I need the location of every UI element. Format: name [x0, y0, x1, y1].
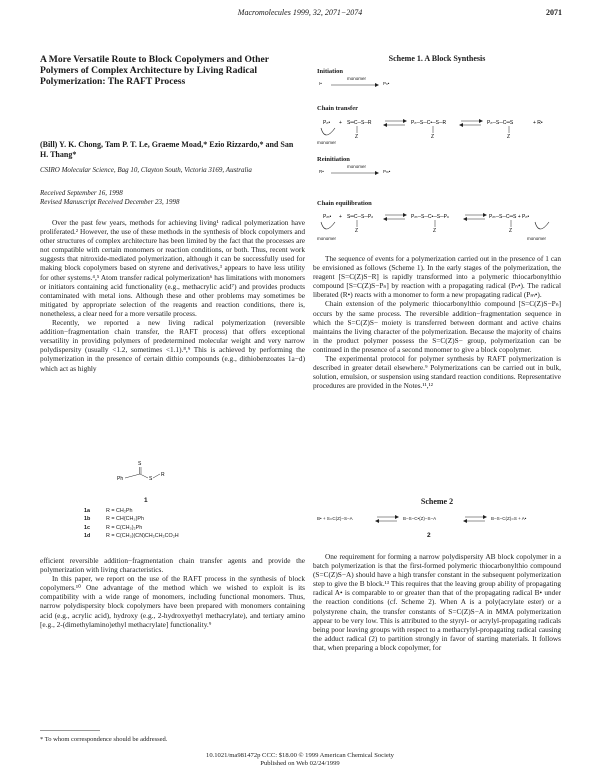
scheme2-left: B• + S=C(Z)−S−A: [317, 516, 353, 521]
paragraph: efficient reversible addition−fragmentation chain transfer agents and provide the polymerization with living characteristics.: [40, 556, 305, 575]
equilibration-monomer-right: monomer: [527, 236, 547, 241]
init-monomer-label: monomer: [347, 76, 367, 81]
doi-copyright: 10.1021/ma981472p CCC: $18.00 © 1999 American Chemical Society: [206, 752, 394, 759]
reinitiation-arrow-icon: [317, 164, 437, 180]
init-initiator: I•: [319, 81, 322, 86]
svg-text:S═C─S─Pₙ: S═C─S─Pₙ: [347, 214, 374, 220]
svg-text:Z: Z: [433, 228, 437, 234]
article-title: A More Versatile Route to Block Copolymers and Other Polymers of Complex Architecture by Living Radical Polymerization: The RAFT Process: [40, 54, 269, 87]
paragraph: One requirement for forming a narrow polydispersity AB block copolymer in a batch polymerization is that the first-formed polymeric thiocarbonylthio compound (S=C(Z)S−A) should have a high transfer constant in the subsequent polymerization step to give the B block.¹³ This requires that the leaving group ability of propagating radical A• is comparable to or greater than that of the propagating radical B• under the reaction conditions (cf. Scheme 2). When A is a poly(acrylate ester) or a polystyrene chain, the transfer constants of S=C(Z)S−A in MMA polymerization appear to be very low. This is attributed to the styryl- or acrylyl-propagating radicals being poor leaving groups with respect to a methacrylyl-propagating radical causing the adduct radical (2) to partition strongly in favor of starting materials. It follows that, when preparing a block copolymer, for: [313, 552, 561, 652]
svg-text:Z: Z: [431, 134, 435, 140]
svg-text:Z: Z: [355, 228, 359, 234]
svg-text:Pₘ─S─C═S + Pₙ•: Pₘ─S─C═S + Pₙ•: [489, 214, 530, 220]
svg-text:S: S: [138, 461, 142, 467]
journal-name: Macromolecules: [237, 8, 291, 17]
svg-text:S: S: [149, 476, 153, 482]
scheme2-mid: B−S−C•(Z)−S−A: [403, 516, 437, 521]
svg-text:Z: Z: [509, 228, 513, 234]
paragraph: Over the past few years, methods for achieving living¹ radical polymerization have proliferated.² However, the use of these methods in the synthesis of block copolymers and other structures of complex architecture has been limited by the fact that the processes are not compatible with certain monomers or reaction conditions, or both. Thus, recent work suggests that nitroxide-mediated polymerization, although it can be successfully used for making block copolymers based on styrene and derivatives,³ appears to have less utility for other systems.⁴,⁵ Atom transfer radical polymerization⁶ has limitations with monomers or initiators containing acid functionality (e.g., methacrylic acid⁷) and provides products contaminated with metal ions. Although these and other problems may sometimes be mitigated by appropriate selection of the reagents and reaction conditions, there is, nonetheless, a clear need for a more versatile process.: [40, 218, 305, 318]
svg-text:Z: Z: [355, 134, 359, 140]
equilibrium-arrow-icon: [463, 512, 489, 526]
left-column-text: [40, 218, 305, 373]
paragraph: The sequence of events for a polymerization carried out in the presence of 1 can be envisioned as follows (Scheme 1). In the early stages of the polymerization, the reagent [S=C(Z)S−R] is rapidly transformed into a polymeric thiocarbonylthio compound [S=C(Z)S−Pₙ] by reaction with a propagating radical (Pₙ•). The radical liberated (R•) reacts with a monomer to form a new propagating radical (Pₘ•).: [313, 254, 561, 300]
reinitiation-label: Reinitiation: [317, 156, 350, 163]
compound-r: R = CH₂Ph: [106, 508, 133, 514]
paragraph: The experimental protocol for polymer synthesis by RAFT polymerization is described in greater detail elsewhere.⁹ Polymerizations can be carried out in bulk, solution, emulsion, or suspension using standard reaction conditions. Representative procedures are provided in the Notes.¹¹,¹²: [313, 354, 561, 391]
scheme-2: [313, 508, 561, 544]
compound-id: 1b: [84, 516, 91, 523]
footnote: * To whom correspondence should be addressed.: [40, 736, 168, 743]
svg-text:Pₙ•: Pₙ•: [323, 120, 331, 126]
chain-equilibration-label: Chain equilibration: [317, 200, 372, 207]
svg-text:+ R•: + R•: [533, 120, 543, 126]
paragraph: Chain extension of the polymeric thiocarbonylthio compound [S=C(Z)S−Pₙ] occurs by the same process. The reversible addition−fragmentation sequence in which the S=C(Z)S− moiety is transferred between dormant and active chains maintains the living character of the polymerization. Because the majority of chains in the product polymer possess the S=C(Z)S− group, polymerization can be continued in the presence of a second monomer to give a block copolymer.: [313, 299, 561, 354]
svg-text:Pₙ─S─C═S: Pₙ─S─C═S: [487, 120, 514, 126]
left-column-text-2: [40, 556, 305, 629]
compound-r: R = C(CH₃)₂Ph: [106, 524, 143, 531]
chain-transfer-label: Chain transfer: [317, 105, 358, 112]
paragraph: Recently, we reported a new living radical polymerization (reversible addition−fragmentation chain transfer, the RAFT process) that offers exceptional versatility in providing polymers of predetermined molecular weight and very narrow polydispersity (usually <1.2, sometimes <1.1).⁸,⁹ This is achieved by performing the polymerization in the presence of certain dithio compounds (e.g., dithiobenzoates 1a−d) which act as highly: [40, 318, 305, 373]
compound-list: [84, 507, 294, 541]
revised-date: Revised Manuscript Received December 23, 1998: [40, 198, 180, 206]
compound-id: 1c: [84, 524, 90, 531]
affiliation: CSIRO Molecular Science, Bag 10, Clayton South, Victoria 3169, Australia: [40, 166, 252, 174]
paragraph: In this paper, we report on the use of the RAFT process in the synthesis of block copolymers.¹⁰ One advantage of the method which we wished to exploit is its compatibility with a wide range of monomers, including functional monomers. Thus, narrow polydispersity block copolymers have been prepared with monomers containing acid (e.g., acrylic acid), hydroxy (e.g., 2-hydroxyethyl methacrylate), and tertiary amino [e.g., 2-(dimethylamino)ethyl methacrylate] functionality.⁹: [40, 574, 305, 629]
svg-text:Pₘ•: Pₘ•: [323, 214, 332, 220]
equilibrium-arrow-icon: [375, 512, 401, 526]
publication-date: Published on Web 02/24/1999: [260, 760, 340, 767]
svg-text:Pₙ─S─C•─S─R: Pₙ─S─C•─S─R: [411, 120, 447, 126]
scheme-1: [313, 64, 561, 248]
reinit-product: Pₘ•: [383, 169, 391, 174]
compound-r: R = C(CH₃)(CN)CH₂CH₂CO₂H: [106, 533, 179, 540]
equilibration-monomer-left: monomer: [317, 236, 337, 241]
svg-text:S═C─S─R: S═C─S─R: [347, 120, 372, 126]
compound-1-structure: [114, 457, 194, 497]
reinit-radical: R•: [319, 169, 324, 174]
right-column-text: [313, 254, 561, 390]
svg-text:+: +: [339, 120, 342, 126]
list-item: [84, 524, 294, 532]
footnote-divider: [40, 730, 100, 731]
compound-r: R = CH(CH₃)Ph: [106, 516, 144, 523]
scheme-1-title: Scheme 1. A Block Synthesis: [388, 54, 486, 63]
svg-text:+: +: [339, 214, 342, 220]
list-item: [84, 507, 294, 515]
svg-text:R: R: [161, 472, 165, 478]
received-date: Received September 16, 1998: [40, 189, 123, 197]
adduct-radical-number: 2: [427, 532, 431, 539]
chain-transfer-equation-icon: [317, 114, 553, 154]
initiation-label: Initiation: [317, 68, 344, 75]
init-product: Pₙ•: [383, 81, 390, 86]
compound-number: 1: [144, 497, 148, 504]
compound-id: 1a: [84, 508, 90, 514]
initiation-arrow-icon: [317, 76, 437, 92]
list-item: [84, 515, 294, 523]
page-footer: [100, 752, 500, 768]
chain-transfer-monomer: monomer: [317, 140, 337, 145]
journal-header: [200, 8, 400, 17]
author-list: (Bill) Y. K. Chong, Tam P. T. Le, Graeme Moad,* Ezio Rizzardo,* and San H. Thang*: [40, 140, 294, 159]
scheme-2-title: Scheme 2: [420, 497, 454, 506]
page-number: 2071: [546, 8, 562, 17]
received-dates: [40, 189, 302, 207]
svg-text:Z: Z: [507, 134, 511, 140]
svg-text:Pₘ─S─C•─S─Pₙ: Pₘ─S─C•─S─Pₙ: [411, 214, 449, 220]
volume-info: 1999, 32, 2071−2074: [292, 8, 363, 17]
list-item: [84, 532, 294, 540]
right-column-text-2: [313, 552, 561, 652]
chain-equilibration-equation-icon: [317, 208, 553, 248]
reinit-monomer-label: monomer: [347, 164, 367, 169]
scheme2-right: B−S−C(Z)=S + A•: [491, 516, 527, 521]
compound-id: 1d: [84, 533, 91, 540]
dithiobenzoate-structure-icon: [114, 457, 194, 497]
svg-text:Ph: Ph: [117, 476, 124, 482]
